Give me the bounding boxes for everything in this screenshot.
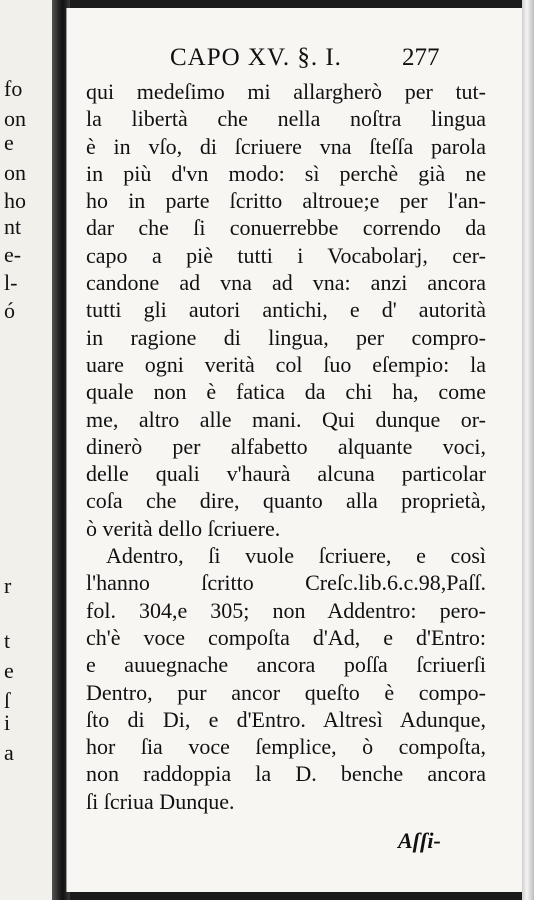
left-fragment: on: [4, 106, 26, 131]
text-line: ſto di Di, e d'Entro. Altresì Adunque,: [86, 706, 486, 732]
text-line: in più d'vn modo: sì perchè già ne: [86, 160, 486, 186]
body-text: [86, 78, 486, 815]
left-fragment: ho: [4, 188, 26, 213]
left-fragment: t: [4, 628, 11, 653]
text-line: ò verità dello ſcriuere.: [86, 515, 281, 541]
text-line: delle quali v'haurà alcuna particolar: [86, 461, 486, 487]
left-fragment: l-: [4, 270, 18, 295]
text-line: dinerò per alfabetto alquante voci,: [86, 433, 486, 459]
text-line: ho in parte ſcritto altroue;e per l'an-: [86, 188, 486, 214]
text-line: ſi ſcriua Dunque.: [86, 788, 235, 814]
left-fragment: ſ: [4, 688, 11, 713]
text-line: quale non è fatica da chi ha, come: [86, 379, 486, 405]
text-line: la libertà che nella noſtra lingua: [86, 106, 486, 132]
text-line: Dentro, pur ancor queſto è compo-: [86, 679, 486, 705]
text-line: me, altro alle mani. Qui dunque or-: [86, 406, 486, 432]
text-line: è in vſo, di ſcriuere vna ſteſſa parola: [86, 133, 486, 159]
page-edge-right: [522, 0, 534, 900]
text-line: l'hanno ſcritto Creſc.lib.6.c.98,Paſſ.: [86, 570, 486, 596]
left-fragment: i: [4, 710, 11, 735]
left-fragment: e: [4, 658, 14, 683]
text-line: Adentro, ſi vuole ſcriuere, e così: [106, 543, 486, 569]
text-line: coſa che dire, quanto alla proprietà,: [86, 488, 486, 514]
page-number: 277: [402, 44, 440, 71]
left-fragment: nt: [4, 214, 22, 239]
left-fragment: e-: [4, 242, 22, 267]
text-line: tutti gli autori antichi, e d' autorità: [86, 297, 486, 323]
text-line: capo a piè tutti i Vocabolarj, cer-: [86, 242, 486, 268]
left-fragment: ó: [4, 298, 15, 323]
text-line: qui medeſimo mi allargherò per tut-: [86, 79, 486, 104]
left-fragment: fo: [4, 76, 23, 101]
left-fragment: a: [4, 740, 14, 765]
text-line: uare ogni verità col ſuo eſempio: la: [86, 351, 486, 377]
text-line: candone ad vna ad vna: anzi ancora: [86, 270, 486, 296]
text-line: hor ſia voce ſemplice, ò compoſta,: [86, 734, 486, 760]
text-line: e auuegnache ancora poſſa ſcriuerſi: [86, 652, 486, 678]
text-line: dar che ſi conuerrebbe correndo da: [86, 215, 486, 241]
catchword: Aſſi-: [398, 828, 441, 853]
left-fragment: e: [4, 130, 14, 155]
text-line: ch'è voce compoſta d'Ad, e d'Entro:: [86, 624, 486, 650]
text-line: in ragione di lingua, per compro-: [86, 324, 486, 350]
running-title: CAPO XV. §. I.: [170, 44, 342, 71]
text-line: non raddoppia la D. benche ancora: [86, 761, 486, 787]
left-fragment: r: [4, 573, 12, 598]
left-fragment: on: [4, 160, 26, 185]
text-line: fol. 304,e 305; non Addentro: pero-: [86, 597, 486, 623]
